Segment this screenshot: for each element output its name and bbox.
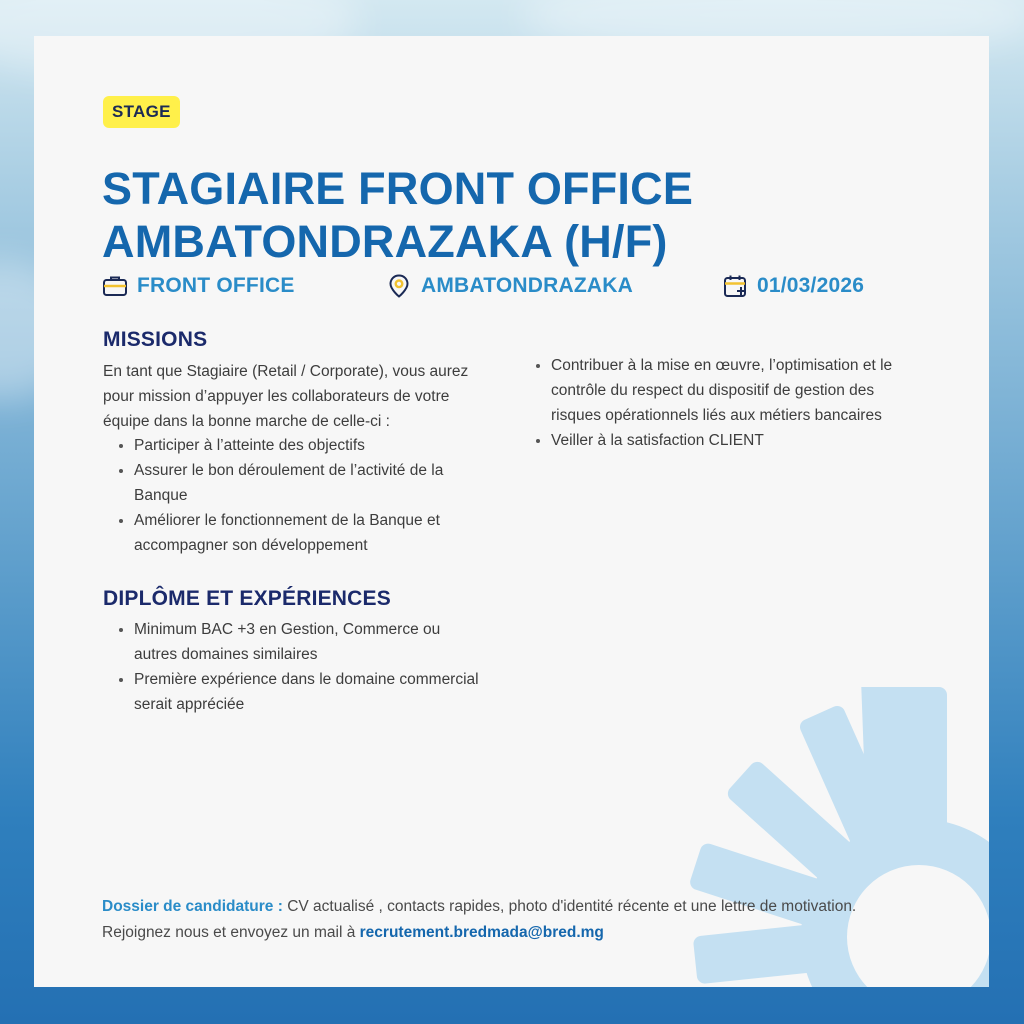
calendar-icon	[722, 273, 748, 299]
list-item: Améliorer le fonctionnement de la Banque et accompagner son développement	[103, 508, 483, 558]
application-text: CV actualisé , contacts rapides, photo d'identité récente et une lettre de motivation. Rejoignez nous et envoyez un mail à	[102, 898, 857, 941]
job-card	[34, 36, 989, 987]
application-label: Dossier de candidature :	[102, 898, 283, 915]
job-title: STAGIAIRE FRONT OFFICE AMBATONDRAZAKA (H/F)	[102, 163, 694, 267]
location-pin-icon	[386, 273, 412, 299]
missions-intro: En tant que Stagiaire (Retail / Corporate), vous aurez pour mission d’appuyer les collaborateurs de votre équipe dans la bonne marche de celle-ci :	[103, 363, 469, 430]
location-label: AMBATONDRAZAKA	[421, 274, 634, 297]
department-label: FRONT OFFICE	[137, 274, 295, 297]
list-item: Assurer le bon déroulement de l’activité de la Banque	[103, 458, 483, 508]
application-footer	[102, 894, 882, 946]
stage-badge: STAGE	[103, 96, 180, 128]
list-item: Veiller à la satisfaction CLIENT	[520, 428, 920, 453]
meta-location	[386, 270, 633, 302]
list-item: Participer à l’atteinte des objectifs	[103, 433, 483, 458]
diplome-list	[103, 617, 483, 717]
meta-department	[102, 270, 295, 302]
diplome-heading: DIPLÔME ET EXPÉRIENCES	[103, 587, 391, 610]
list-item: Contribuer à la mise en œuvre, l’optimisation et le contrôle du respect du dispositif de gestion des risques opérationnels liés aux métiers bancaires	[520, 353, 920, 428]
date-label: 01/03/2026	[757, 274, 865, 297]
briefcase-icon	[102, 273, 128, 299]
missions-list	[103, 433, 483, 558]
email-link[interactable]: recrutement.bredmada@bred.mg	[359, 924, 604, 941]
list-item: Première expérience dans le domaine commercial serait appréciée	[103, 667, 483, 717]
meta-date	[722, 270, 864, 302]
list-item: Minimum BAC +3 en Gestion, Commerce ou autres domaines similaires	[103, 617, 483, 667]
missions-list-right	[520, 353, 920, 453]
missions-heading: MISSIONS	[103, 328, 208, 351]
